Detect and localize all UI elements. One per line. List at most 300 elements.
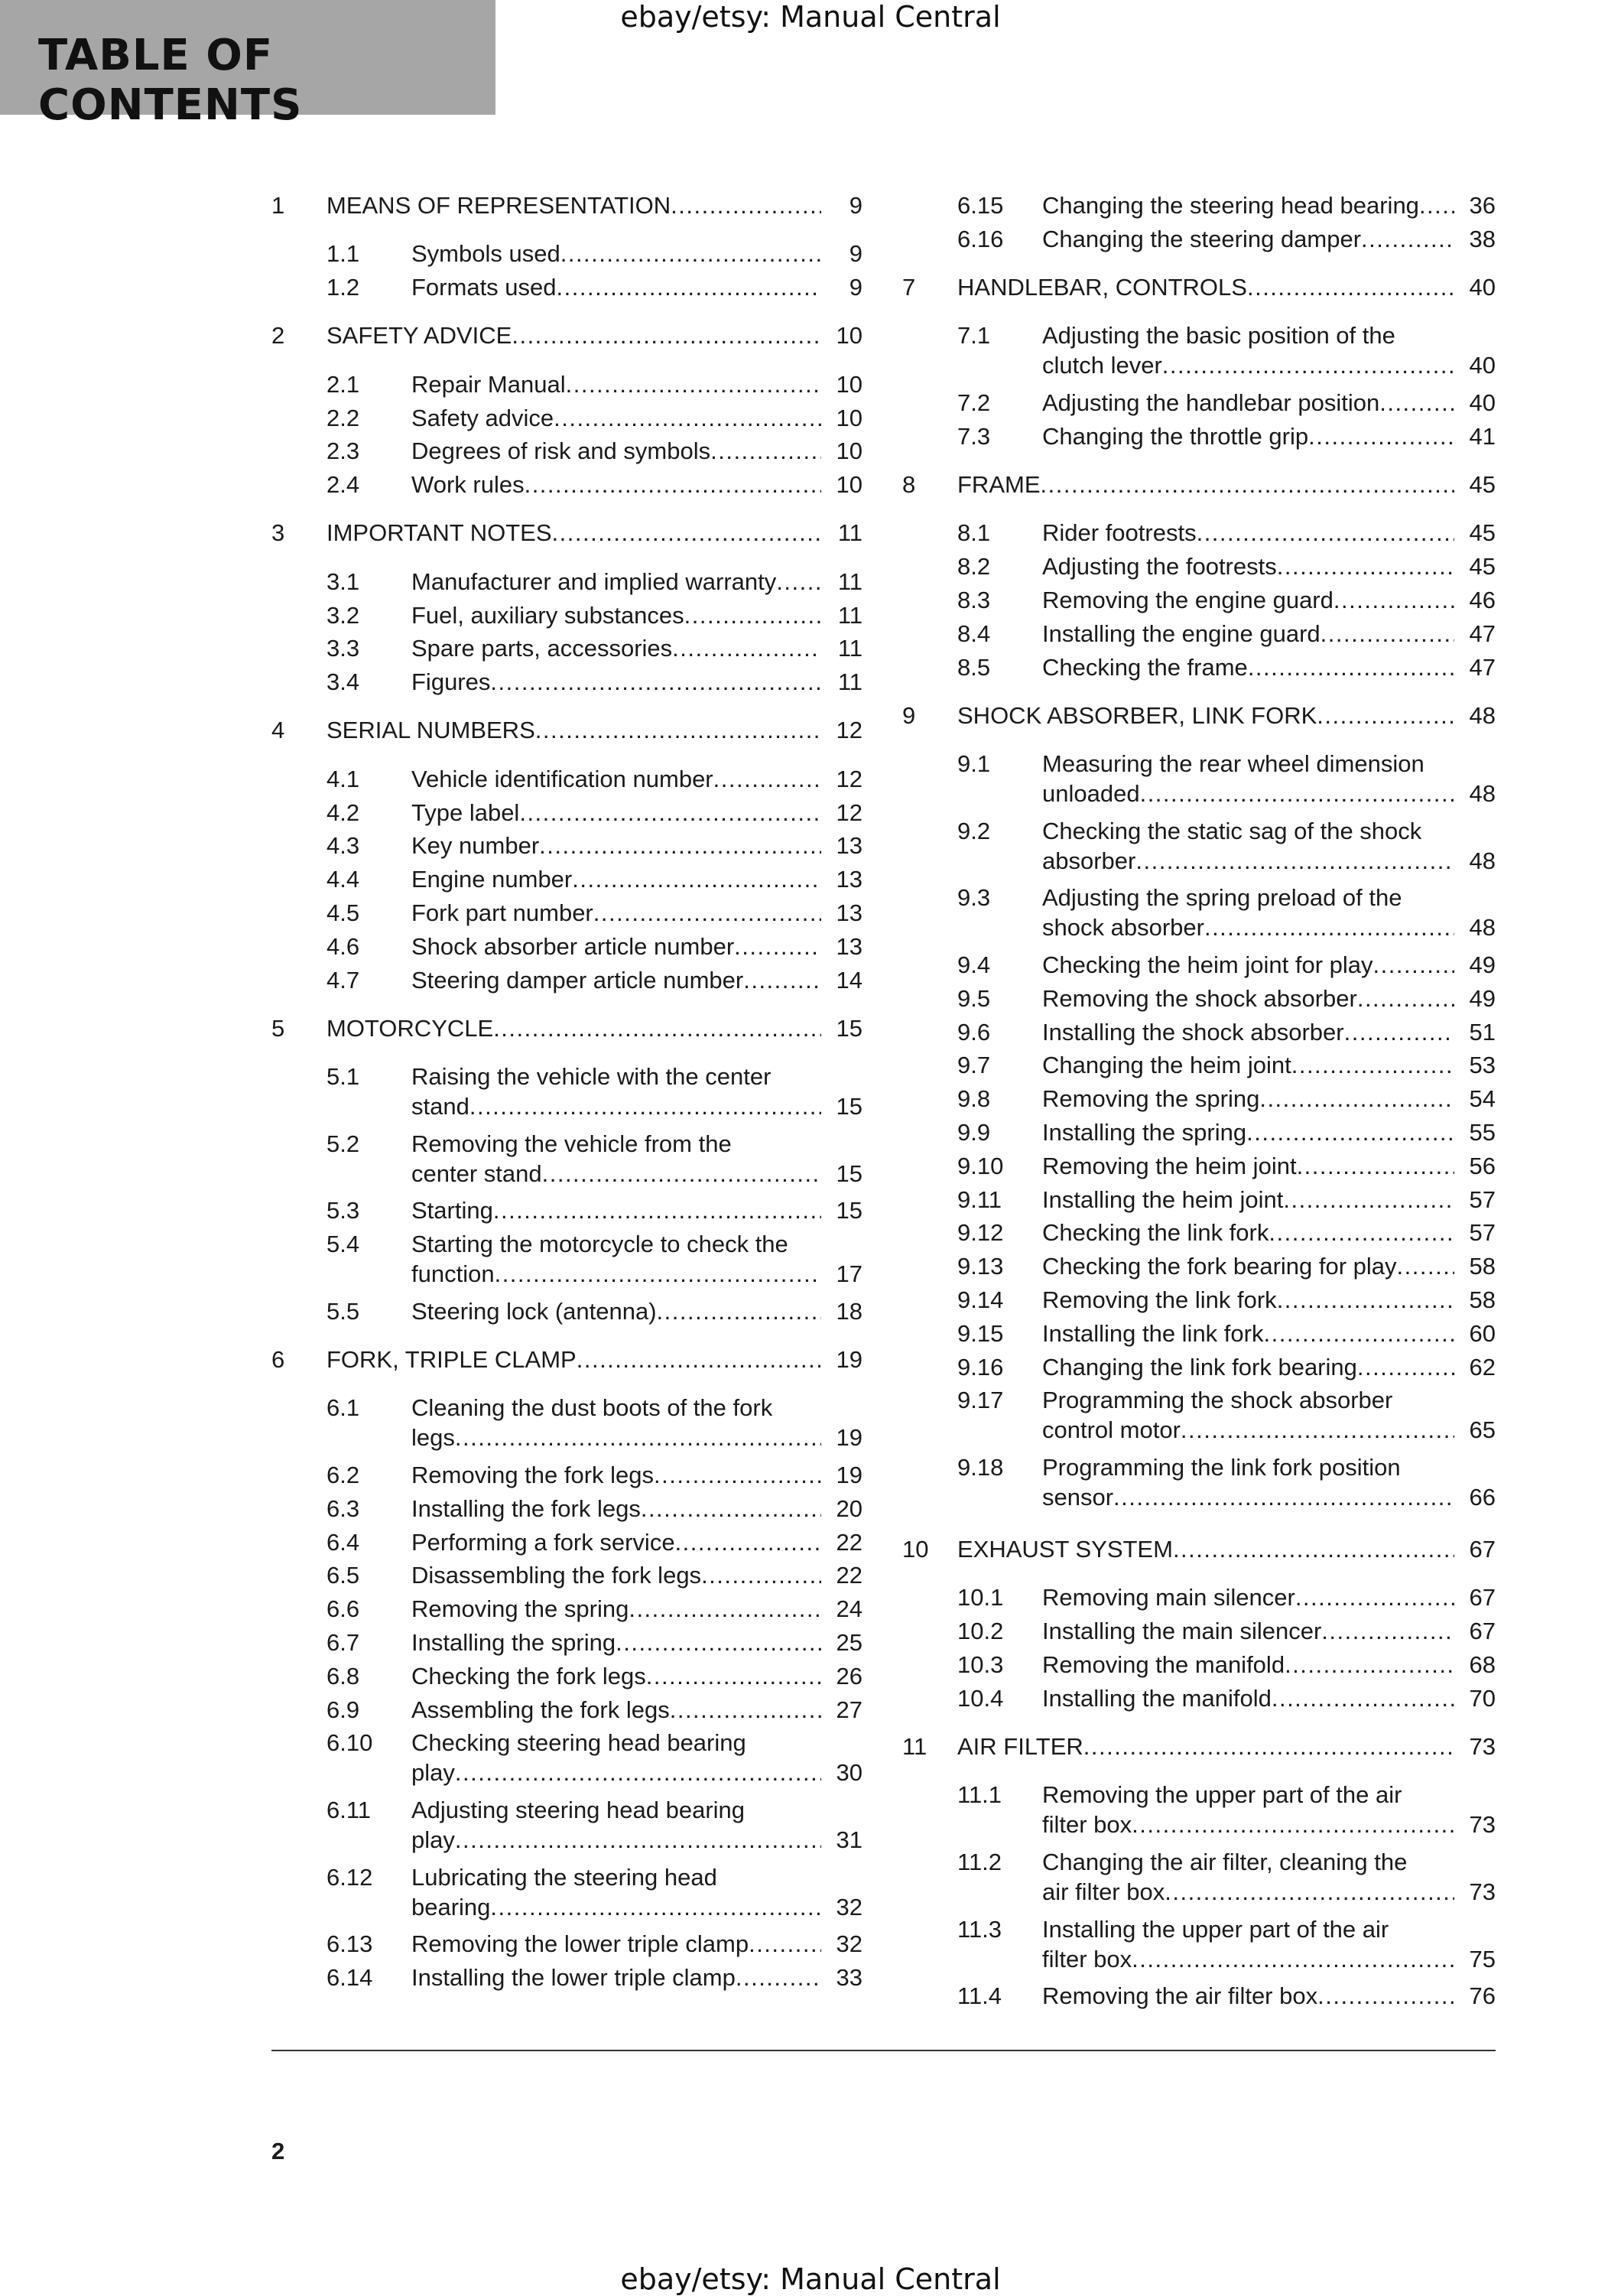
toc-page-number: 45 [1469,519,1496,547]
toc-entry-title: Removing the manifold [1042,1651,1285,1678]
dot-leader [684,600,821,630]
toc-page-number: 10 [836,404,862,431]
toc-entry-title: Removing the fork legs [411,1461,655,1488]
dot-leader [560,239,821,268]
toc-page-number: 9 [849,240,862,268]
toc-entry-title: Installing the spring [411,1628,616,1656]
toc-entry-number: 9.7 [957,1052,991,1079]
dot-leader [535,715,821,745]
toc-entry-number: 6.11 [326,1796,372,1823]
toc-page-number: 67 [1469,1584,1496,1611]
dot-leader [490,1892,821,1922]
toc-entry-title: Checking the fork bearing for play [1042,1253,1397,1280]
toc-entry-number: 9.14 [957,1286,1004,1313]
toc-entry-number: 5.4 [326,1231,360,1258]
toc-page-number: 11 [837,601,862,629]
toc-entry-number: 5.1 [326,1063,360,1091]
toc-page-number: 68 [1469,1651,1496,1678]
toc-page-number: 73 [1469,1733,1496,1761]
toc-page-number: 18 [836,1297,862,1325]
toc-entry-number: 7.1 [957,322,991,350]
toc-entry-title: IMPORTANT NOTES [326,519,552,547]
dot-leader [1248,652,1454,682]
toc-entry-title: Engine number [411,866,573,893]
toc-entry-number: 4.7 [326,966,360,994]
toc-entry-title: Changing the link fork bearing [1042,1353,1357,1381]
dot-leader [525,470,821,499]
toc-entry-title: center stand [411,1159,542,1187]
toc-entry-title: FORK, TRIPLE CLAMP [326,1346,577,1373]
toc-entry-title: Checking steering head bearing [411,1729,746,1757]
toc-entry-title: Removing the engine guard [1042,587,1334,613]
dot-leader [657,1296,821,1326]
toc-entry-number: 8.4 [957,620,991,647]
toc-entry-number: 11.3 [957,1915,1002,1943]
toc-entry-title: Figures [411,668,491,696]
toc-page-number: 12 [836,765,862,792]
toc-entry-number: 4.6 [326,932,360,960]
dot-leader [1344,1017,1454,1047]
toc-entry-title: control motor [1042,1416,1181,1444]
toc-entry-title: air filter box [1042,1878,1165,1905]
toc-entry-number: 10.4 [957,1684,1004,1712]
toc-entry-number: 9.12 [957,1219,1004,1247]
toc-entry-title: Installing the manifold [1042,1684,1272,1712]
toc-page-number: 11 [837,567,862,595]
dot-leader [1283,1185,1454,1215]
toc-entry-number: 6.5 [326,1562,360,1589]
toc-page-number: 38 [1469,225,1496,252]
toc-entry-title: Adjusting the spring preload of the [1042,884,1402,912]
toc-entry-number: 6.7 [326,1628,360,1656]
toc-entry-number: 10.2 [957,1618,1004,1645]
toc-page-number: 12 [836,798,862,826]
toc-entry-title: Removing the air filter box [1042,1982,1318,2010]
toc-entry-number: 9.8 [957,1085,991,1113]
dot-leader [512,320,821,350]
toc-entry-number: 6.1 [326,1394,360,1422]
dot-leader [1321,1616,1454,1646]
toc-page-number: 53 [1469,1052,1496,1079]
dot-leader [1162,350,1454,380]
toc-entry-number: 6.10 [326,1729,373,1757]
toc-page-number: 13 [836,866,862,893]
toc-entry-number: 6.6 [326,1595,360,1623]
toc-entry-number: 9.6 [957,1018,991,1046]
toc-entry-title: bearing [411,1893,491,1920]
dot-leader [469,1091,821,1121]
dot-leader [557,272,821,302]
toc-page-number: 26 [836,1662,862,1689]
toc-page-number: 12 [836,717,862,744]
dot-leader [566,369,821,399]
toc-page-number: 70 [1469,1684,1496,1712]
toc-entry-number: 1.1 [326,240,360,268]
toc-page-number: 40 [1469,274,1496,301]
toc-page-number: 49 [1469,984,1496,1012]
toc-entry-number: 5.5 [326,1297,360,1325]
toc-entry-number: 3.4 [326,668,360,696]
dot-leader [1165,1877,1454,1907]
dot-leader [1297,1151,1454,1181]
dot-leader [670,1695,821,1725]
toc-page-number: 10 [836,322,862,350]
toc-entry-title: Installing the upper part of the air [1042,1915,1389,1943]
toc-entry-number: 8.5 [957,653,991,681]
toc-entry-title: Changing the air filter, cleaning the [1042,1849,1408,1875]
dot-leader [1140,779,1454,808]
dot-leader [455,1825,821,1855]
toc-entry-title: Fuel, auxiliary substances [411,601,684,629]
toc-page-number: 40 [1469,389,1496,416]
toc-page-number: 13 [836,832,862,860]
toc-entry-number: 3.1 [326,567,360,595]
toc-entry-number: 10.3 [957,1651,1004,1678]
toc-entry-number: 6.9 [326,1696,360,1723]
toc-entry-title: Adjusting the handlebar position [1042,389,1380,416]
toc-entry-title: Adjusting steering head bearing [411,1796,746,1823]
toc-entry-number: 6.2 [326,1461,360,1488]
toc-entry-number: 6.16 [957,225,1004,252]
toc-entry-number: 9.13 [957,1253,1004,1280]
toc-page-number: 9 [849,192,862,219]
toc-entry-number: 9.17 [957,1387,1004,1414]
toc-entry-title: Installing the engine guard [1042,620,1321,647]
dot-leader [1181,1415,1454,1445]
dot-leader [1197,518,1454,548]
toc-entry-title: Changing the steering damper [1042,225,1362,252]
toc-entry-title: MOTORCYCLE [326,1014,494,1042]
toc-page-number: 47 [1469,653,1496,681]
toc-entry-number: 6.4 [326,1528,360,1556]
toc-page-number: 58 [1469,1286,1496,1313]
toc-entry-title: Safety advice [411,404,554,431]
toc-entry-number: 4 [271,717,285,744]
toc-page-number: 47 [1469,620,1496,647]
dot-leader [1083,1732,1454,1761]
toc-entry-title: Steering lock (antenna) [411,1297,657,1325]
dot-leader [519,798,821,828]
toc-entry-number: 2 [271,322,285,350]
dot-leader [646,1661,821,1691]
toc-entry-number: 9.15 [957,1319,1004,1347]
toc-entry-title: Installing the heim joint [1042,1185,1284,1213]
dot-leader [577,1345,821,1374]
toc-page-number: 19 [836,1424,862,1452]
dot-leader [713,764,821,794]
toc-page-number: 9 [849,274,862,301]
dot-leader [1135,846,1454,876]
toc-entry-title: Installing the link fork [1042,1319,1264,1347]
toc-entry-title: Spare parts, accessories [411,635,673,662]
dot-leader [1291,1050,1454,1080]
dot-leader [736,1963,821,1992]
toc-entry-number: 8.3 [957,587,991,613]
toc-entry-title: HANDLEBAR, CONTROLS [957,274,1247,301]
toc-entry-title: Changing the steering head bearing [1042,192,1419,219]
toc-entry-title: Disassembling the fork legs [411,1562,702,1589]
toc-entry-title: SHOCK ABSORBER, LINK FORK [957,701,1317,729]
toc-entry-title: Checking the frame [1042,653,1248,681]
toc-page-number: 51 [1469,1018,1496,1046]
dot-leader [493,1195,821,1225]
toc-page-number: 31 [836,1826,862,1853]
toc-entry-number: 2.1 [326,370,360,398]
toc-page-number: 66 [1469,1484,1496,1511]
toc-entry-number: 3.2 [326,601,360,629]
toc-entry-title: Removing the spring [411,1595,629,1623]
title-banner [0,0,495,130]
toc-entry-title: Key number [411,832,540,860]
toc-entry-title: Performing a fork service [411,1528,675,1556]
toc-page-number: 22 [836,1562,862,1589]
toc-page-number: 19 [836,1461,862,1488]
toc-page-number: 75 [1469,1945,1496,1972]
page-number: 2 [271,2138,285,2164]
toc-page-number: 36 [1469,192,1496,219]
toc-entry-title: Adjusting the basic position of the [1042,322,1395,350]
dot-leader [1357,984,1454,1013]
dot-leader [654,1460,821,1490]
dot-leader [616,1628,821,1657]
toc-entry-title: Starting [411,1197,493,1224]
toc-entry-number: 5 [271,1014,285,1042]
toc-entry-number: 11.2 [957,1849,1002,1875]
dot-leader [1113,1482,1454,1512]
toc-page-number: 56 [1469,1152,1496,1179]
toc-entry-number: 7 [902,274,916,301]
toc-entry-number: 4.4 [326,866,360,893]
toc-entry-title: Degrees of risk and symbols [411,437,711,465]
toc-entry-title: shock absorber [1042,914,1204,941]
dot-leader [1277,1285,1454,1315]
dot-leader [1173,1534,1454,1564]
toc-entry-title: Removing the link fork [1042,1286,1277,1313]
toc-entry-title: Work rules [411,471,525,499]
toc-entry-title: Formats used [411,274,557,301]
toc-page-number: 55 [1469,1119,1496,1146]
dot-leader [1419,190,1454,220]
toc-entry-number: 11.1 [957,1781,1002,1809]
toc-page-number: 62 [1469,1353,1496,1381]
dot-leader [1272,1683,1454,1713]
toc-entry-number: 6.13 [326,1930,373,1958]
toc-entry-number: 4.3 [326,832,360,860]
toc-page-number: 48 [1469,701,1496,729]
dot-leader [671,190,821,220]
toc-entry-number: 9.5 [957,984,991,1012]
toc-entry-number: 5.2 [326,1130,360,1157]
dot-leader [743,965,821,995]
toc-entry-number: 4.2 [326,798,360,826]
toc-page-number: 67 [1469,1618,1496,1645]
toc-entry-title: Installing the fork legs [411,1494,641,1522]
toc-entry-title: SAFETY ADVICE [326,322,512,350]
toc-entry-number: 3.3 [326,635,360,662]
toc-entry-title: Checking the static sag of the shock [1042,817,1422,844]
toc-page-number: 10 [836,471,862,499]
dot-leader [1285,1650,1454,1680]
dot-leader [552,518,821,548]
toc-page-number: 76 [1469,1982,1496,2010]
dot-leader [1321,619,1454,649]
toc-entry-title: Removing the upper part of the air [1042,1781,1402,1809]
toc-entry-title: Lubricating the steering head [411,1863,717,1891]
toc-entry-title: Changing the throttle grip [1042,422,1309,450]
toc-page-number: 32 [836,1893,862,1920]
toc-page-number: 57 [1469,1185,1496,1213]
toc-entry-title: unloaded [1042,780,1140,808]
toc-page-number: 48 [1469,914,1496,941]
toc-entry-title: stand [411,1093,469,1120]
dot-leader [1317,1981,1454,2011]
toc-entry-title: Repair Manual [411,370,566,398]
toc-entry-title: Installing the lower triple clamp [411,1963,736,1991]
toc-entry-number: 1 [271,192,285,219]
dot-leader [672,633,821,663]
toc-entry-number: 4.5 [326,899,360,926]
toc-entry-title: filter box [1042,1811,1132,1839]
toc-entry-title: play [411,1759,455,1787]
dot-leader [542,1159,821,1189]
toc-entry-number: 6.12 [326,1863,373,1891]
toc-entry-number: 9.4 [957,951,991,978]
toc-entry-title: Shock absorber article number [411,932,735,960]
toc-page-number: 20 [836,1494,862,1522]
toc-entry-title: Removing the shock absorber [1042,984,1357,1012]
toc-entry-number: 2.3 [326,437,360,465]
toc-entry-number: 9.11 [957,1185,1002,1213]
dot-leader [675,1527,821,1557]
toc-entry-title: filter box [1042,1945,1132,1972]
toc-page-number: 48 [1469,847,1496,874]
toc-page-number: 67 [1469,1536,1496,1563]
toc-entry-title: absorber [1042,847,1136,874]
toc-entry-title: Programming the shock absorber [1042,1387,1393,1414]
dot-leader [1041,470,1455,499]
toc-page-number: 22 [836,1528,862,1556]
watermark-bottom: ebay/etsy: Manual Central [620,2262,1001,2296]
toc-page-number: 15 [836,1197,862,1224]
toc-entry-title: Installing the spring [1042,1119,1247,1146]
toc-page-number: 19 [836,1346,862,1373]
dot-leader [1379,388,1454,418]
toc-page-number: 33 [836,1963,862,1991]
dot-leader [1246,1117,1454,1147]
dot-leader [1361,224,1454,254]
dot-leader [1317,701,1454,730]
dot-leader [1132,1944,1454,1974]
toc-page-number: 73 [1469,1811,1496,1839]
toc-entry-title: AIR FILTER [957,1733,1083,1761]
toc-entry-title: Symbols used [411,240,560,268]
toc-entry-title: Adjusting the footrests [1042,553,1277,581]
dot-leader [1247,272,1454,302]
dot-leader [1397,1251,1454,1281]
toc-entry-number: 6.3 [326,1494,360,1522]
toc-entry-title: MEANS OF REPRESENTATION [326,192,671,219]
toc-entry-title: Assembling the fork legs [411,1696,670,1723]
toc-page-number: 17 [836,1260,862,1288]
dot-leader [710,436,821,466]
toc-entry-title: Removing main silencer [1042,1584,1295,1611]
dot-leader [749,1929,821,1959]
toc-entry-title: EXHAUST SYSTEM [957,1536,1173,1563]
toc-page-number: 57 [1469,1219,1496,1247]
toc-entry-title: SERIAL NUMBERS [326,717,535,744]
toc-entry-title: Removing the spring [1042,1085,1260,1113]
dot-leader [455,1758,821,1787]
dot-leader [629,1594,821,1624]
toc-page-number: 48 [1469,780,1496,808]
watermark-top: ebay/etsy: Manual Central [620,0,1001,34]
toc-page-number: 25 [836,1628,862,1656]
toc-entry-title: Manufacturer and implied warranty [411,567,777,595]
toc-entry-title: clutch lever [1042,352,1162,379]
page-title: TABLE OF CONTENTS [38,31,303,130]
toc-entry-title: Checking the fork legs [411,1662,646,1689]
dot-leader [701,1560,821,1590]
toc-entry-title: FRAME [957,471,1041,499]
toc-entry-title: Removing the heim joint [1042,1152,1297,1179]
dot-leader [1277,551,1454,581]
toc-entry-number: 2.4 [326,471,360,499]
toc-page-number: 24 [836,1595,862,1623]
toc-entry-title: Fork part number [411,899,593,926]
toc-entry-number: 2.2 [326,404,360,431]
toc-entry-number: 10.1 [957,1584,1004,1611]
dot-leader [490,667,821,697]
toc-page-number: 32 [836,1930,862,1958]
dot-leader [1263,1319,1454,1348]
toc-entry-number: 8 [902,471,916,499]
toc-entry-title: play [411,1826,455,1853]
toc-entry-number: 6.14 [326,1963,373,1991]
toc-page-number: 15 [836,1014,862,1042]
toc-page-number: 15 [836,1159,862,1187]
dot-leader [554,403,821,433]
toc-entry-title: Installing the main silencer [1042,1618,1322,1645]
toc-page-number: 58 [1469,1253,1496,1280]
dot-leader [539,831,821,860]
dot-leader [1132,1810,1454,1839]
toc-entry-title: Checking the heim joint for play [1042,951,1373,978]
toc-page-number: 45 [1469,471,1496,499]
dot-leader [455,1423,821,1452]
toc-entry-number: 6.15 [957,192,1004,219]
toc-entry-number: 11.4 [957,1982,1002,2010]
dot-leader [641,1494,821,1524]
dot-leader [1295,1582,1454,1612]
toc-entry-number: 9.18 [957,1454,1004,1481]
toc-page-number: 40 [1469,352,1496,379]
dot-leader [734,932,821,961]
dot-leader [1204,912,1454,942]
toc-entry-number: 9.2 [957,817,991,844]
dot-leader [1269,1218,1454,1247]
toc-entry-title: Raising the vehicle with the center [411,1063,772,1091]
toc-page-number: 14 [836,966,862,994]
toc-page-number: 30 [836,1759,862,1787]
toc-entry-title: Rider footrests [1042,519,1197,547]
toc-entry-number: 8.2 [957,553,991,581]
toc-entry-number: 4.1 [326,765,360,792]
dot-leader [572,864,821,894]
toc-page-number: 46 [1469,587,1496,613]
toc-entry-number: 7.3 [957,422,991,450]
toc-entry-title: Measuring the rear wheel dimension [1042,750,1424,778]
toc-entry-number: 11 [902,1733,927,1761]
